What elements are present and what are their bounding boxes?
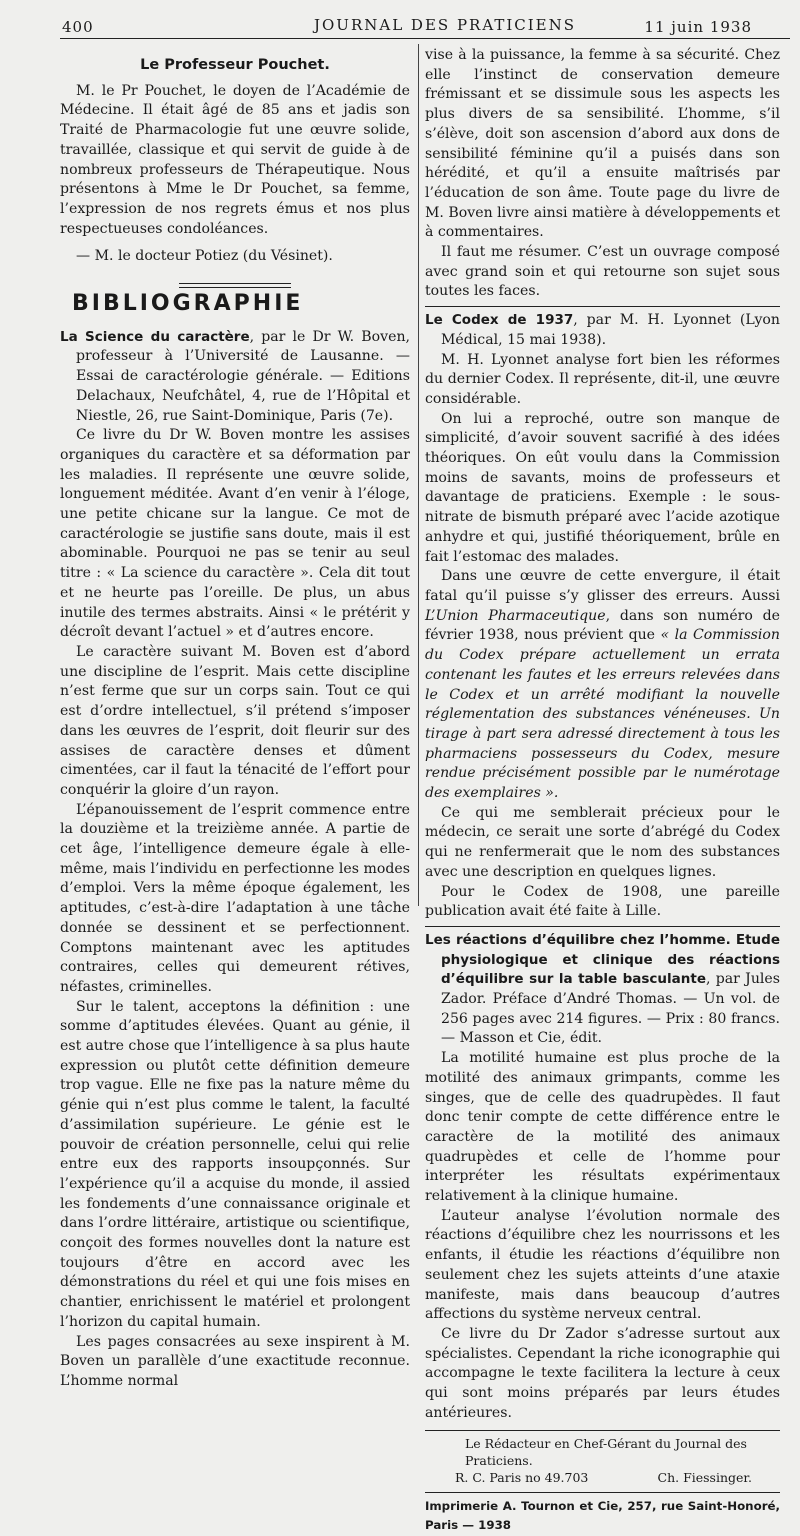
editor-title: Le Rédacteur en Chef-Gérant du Journal des Praticiens. <box>465 1435 747 1468</box>
editor-name: Ch. Fiessinger. <box>657 1469 752 1485</box>
registry-number: R. C. Paris no 49.703 <box>455 1469 589 1485</box>
section-rule-2 <box>425 926 780 927</box>
equilibrium-ref: , par Jules Zador. Préface d’André Thomas. — Un vol. de 256 pages avec 214 figures. — Prix : 80 francs. — Masson et Cie, édit. <box>441 971 780 1047</box>
page-header <box>62 12 792 38</box>
obituary-text: M. le Pr Pouchet, le doyen de l’Académie de Médecine. Il était âgé de 85 ans et jadis son Traité de Pharmacologie fut une œuvre solide, travaillée, classique et qui servit de guide à de nombreux professeurs de Thérapeutique. Nous présentons à Mme le Dr Pouchet, sa femme, l’expression de nos regrets émus et nos plus respectueuses condoléances. <box>60 82 410 237</box>
codex-paragraph-2: On lui a reproché, outre son manque de simplicité, d’avoir souvent sacrifié à des idées théoriques. On eût voulu dans la Commission moins de savants, moins de professeurs et davantage de praticiens. Exemple : le sous-nitrate de bismuth préparé avec l’acide azotique anhydre et qui, justifié théoriquement, brûle en fait l’estomac des malades. <box>425 410 780 565</box>
codex-paragraph-5: Pour le Codex de 1908, une pareille publication avait été faite à Lille. <box>425 883 780 920</box>
book1-title: La Science du caractère <box>60 328 250 345</box>
heading-double-rule <box>179 283 291 288</box>
codex-title: Le Codex de 1937 <box>425 312 574 329</box>
book1-conclusion: Il faut me résumer. C’est un ouvrage composé avec grand soin et qui retourne son sujet sous toutes les faces. <box>425 244 780 300</box>
obituary-signature: — M. le docteur Potiez (du Vésinet). <box>76 248 333 265</box>
book1-paragraph-5: Les pages consacrées au sexe inspirent à M. Boven un parallèle d’une exactitude reconnue. L’homme normal <box>60 1333 410 1389</box>
book1-ref: , par le Dr W. Boven, professeur à l’Université de Lausanne. — Essai de caractérologie générale. — Editions Delachaux, Neufchâtel, 4, rue de l’Hôpital et Niestle, 26, rue Saint-Dominique, Paris (7e). <box>76 328 410 424</box>
book1-reference <box>60 328 410 427</box>
journal-title: JOURNAL DES PRATICIENS <box>314 16 577 34</box>
equilibrium-paragraph-2: L’auteur analyse l’évolution normale des réactions d’équilibre chez les nourrissons et les enfants, il étudie les réactions d’équilibre non seulement chez les sujets atteints d’une ataxie manifeste, mais dans beaucoup d’autres affections du système nerveux central. <box>425 1207 780 1323</box>
book1-continuation: vise à la puissance, la femme à sa sécurité. Chez elle l’instinct de conservation demeure frémissant et se dissimule sous les aspects les plus divers de sa sensibilité. L’homme, s’il s’élève, doit son ascension d’abord aux dons de sensibilité féminine qu’il a puisés dans son hérédité, et qu’il a ensuite maîtrisés par l’éducation de son âme. Toute page du livre de M. Boven livre ainsi matière à développements et à commentaires. <box>425 47 780 241</box>
book1-paragraph-1: Ce livre du Dr W. Boven montre les assises organiques du caractère et sa déformation par les maladies. Il représente une œuvre solide, longuement méditée. Avant d’en venir à l’éloge, une petite chicane sur la langue. Ce mot de caractérologie se justifie sans doute, mais il est abominable. Pourquoi ne pas se tenir au seul titre : « La science du caractère ». Cela dit tout et ne heurte pas l’oreille. De plus, un abus inutile des termes abstraits. Ainsi « le prétérit y décroît devant l’actuel » et d’autres encore. <box>60 427 410 641</box>
book1-paragraph-3: L’épanouissement de l’esprit commence entre la douzième et la treizième année. A partie de cet âge, l’intelligence demeure égale à elle-même, mais l’individu en perfectionne les modes d’emploi. Vers la même époque également, les aptitudes, c’est-à-dire l’adaptation à une tâche donnée se dessinent et se perfectionnent. Comptons maintenant avec les aptitudes contraires, celles qui demeurent rétives, néfastes, criminelles. <box>60 801 410 995</box>
codex-paragraph-4: Ce qui me semblerait précieux pour le médecin, ce serait une sorte d’abrégé du Codex qui ne renfermerait que le nom des substances avec une description en quelques lignes. <box>425 804 780 880</box>
bibliography-heading: BIBLIOGRAPHIE <box>72 291 304 317</box>
codex-paragraph-1: M. H. Lyonnet analyse fort bien les réformes du dernier Codex. Il représente, dit-il, une œuvre considérable. <box>425 351 780 407</box>
imprint-rule <box>425 1492 780 1493</box>
editor-line <box>425 1469 780 1486</box>
codex-paragraph-3 <box>425 567 780 803</box>
left-column <box>60 50 410 1392</box>
codex-p3b: , dans son numéro de février 1938, nous prévient que <box>425 607 780 644</box>
equilibrium-reference <box>425 931 780 1049</box>
editor-signature <box>425 1435 780 1486</box>
equilibrium-paragraph-1: La motilité humaine est plus proche de la motilité des animaux grimpants, comme les singes, que de celle des quadrupèdes. Il faut donc tenir compte de cette différence entre le caractère de la motilité des animaux quadrupèdes et celle de l’homme pour interpréter les résultats expérimentaux relativement à la clinique humaine. <box>425 1050 780 1205</box>
codex-reference <box>425 311 780 350</box>
book1-paragraph-2: Le caractère suivant M. Boven est d’abord une discipline de l’esprit. Mais cette discipline n’est ferme que sur un corps sain. Tout ce qui est d’ordre intellectuel, s’il prétend s’imposer dans les œuvres de l’esprit, doit fleurir sur des assises de caractère denses et dûment cimentées, car il faut la ténacité de l’effort pour conquérir la gloire d’un rayon. <box>60 643 410 798</box>
equilibrium-paragraph-3: Ce livre du Dr Zador s’adresse surtout aux spécialistes. Cependant la riche iconographie qui accompagne le texte facilitera la lecture à ceux qui sont moins préparés par leurs études antérieures. <box>425 1326 780 1421</box>
header-rule <box>60 38 790 39</box>
codex-p3a: Dans une œuvre de cette envergure, il était fatal qu’il puisse s’y glisser des erreurs. Aussi <box>425 568 780 604</box>
column-divider <box>418 44 419 906</box>
codex-quote: « la Commission du Codex prépare actuellement un errata contenant les fautes et les erreurs relevées dans le Codex et un arrêté modifiant la nouvelle réglementation des substances vénéneuses. Un tirage à part sera adressé directement à tous les pharmaciens possesseurs du Codex, mesure rendue précisément possible par le numérotage des exemplaires ». <box>425 627 780 802</box>
printer-imprint: Imprimerie A. Tournon et Cie, 257, rue Saint-Honoré, Paris — 1938 <box>425 1498 780 1533</box>
equilibrium-title: Les réactions d’équilibre chez l’homme. Etude physiologique et clinique des réactions d’équilibre sur la table basculante <box>425 931 780 988</box>
codex-journal: L’Union Pharmaceutique <box>425 607 606 624</box>
book1-paragraph-4: Sur le talent, acceptons la définition : une somme d’aptitudes élevées. Quant au génie, il est autre chose que l’intelligence à sa plus haute expression ou plutôt cette définition demeure trop vague. Elle ne fixe pas la nature même du génie qui n’est plus comme le talent, la faculté d’assimilation supérieure. Le génie est le pouvoir de création personnelle, celui qui relie entre eux des rapports insoupçonnés. Sur l’expérience qu’il a acquise du monde, il assied les fondements d’une connaissance originale et dans l’ordre littéraire, artistique ou scientifique, conçoit des formes nouvelles dont la nature est toujours d’être en accord avec les démonstrations du réel et qui une fois mises en chantier, enrichissent le matériel et prolongent l’horizon du capital humain. <box>60 998 410 1330</box>
bibliography-heading-block <box>60 283 410 317</box>
section-rule <box>425 306 780 307</box>
signature-rule <box>425 1430 780 1431</box>
page-number: 400 <box>62 18 94 36</box>
right-column <box>425 46 780 1536</box>
obituary-title: Le Professeur Pouchet. <box>140 57 330 73</box>
issue-date: 11 juin 1938 <box>644 18 752 36</box>
codex-ref: , par M. H. Lyonnet (Lyon Médical, 15 mai 1938). <box>441 312 780 348</box>
